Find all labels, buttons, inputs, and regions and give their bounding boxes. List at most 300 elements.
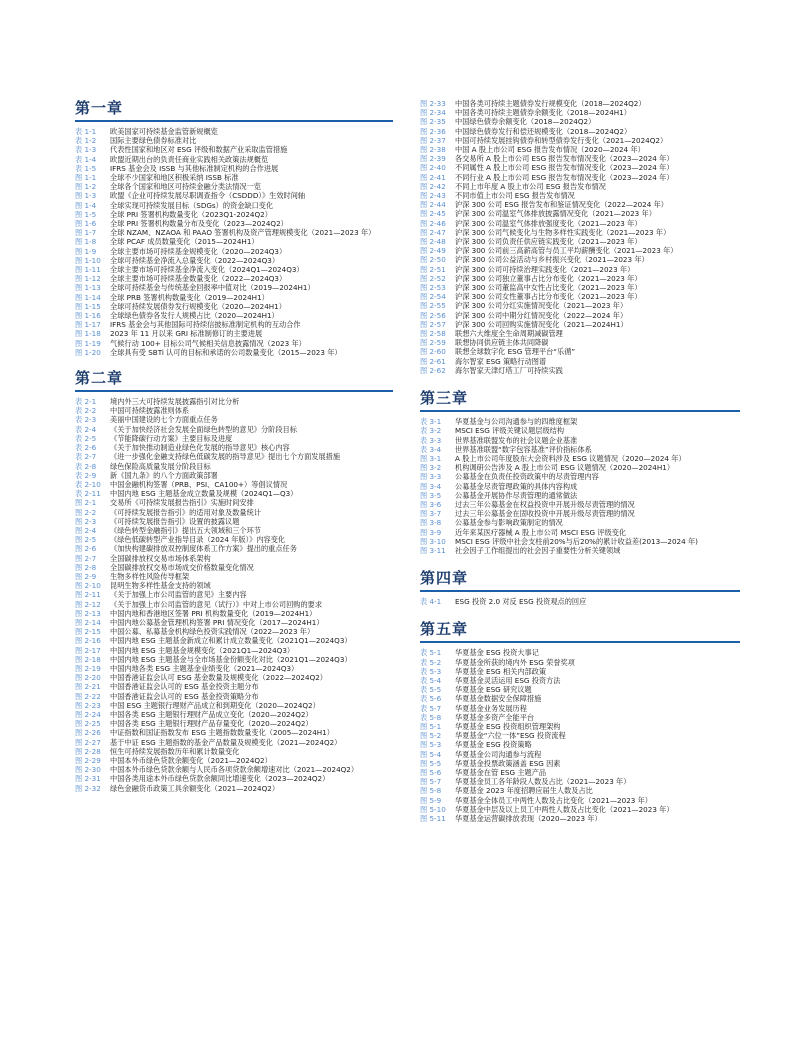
entry-number: 图 2-23 [75, 700, 101, 710]
toc-entry [420, 338, 740, 347]
entry-number: 表 2-4 [75, 424, 97, 434]
toc-entry [75, 600, 393, 609]
entry-number: 图 2-9 [75, 571, 97, 581]
entry-number: 图 1-8 [75, 237, 97, 247]
toc-entry [420, 472, 740, 481]
toc-entry [75, 535, 393, 544]
toc-entry [75, 397, 393, 406]
entry-number: 表 2-7 [75, 452, 97, 462]
entry-number: 表 2-5 [75, 433, 97, 443]
entry-title: 《可持续发展报告指引》的适用对象及数量统计 [110, 507, 261, 517]
toc-entry [75, 563, 393, 572]
entry-title: 中国各类可持续主题债券余额变化（2018—2024H1） [455, 108, 631, 118]
entry-number: 图 2-4 [75, 525, 97, 535]
entry-number: 图 2-34 [420, 108, 446, 118]
entry-title: 《可持续发展报告指引》设置的披露议题 [110, 516, 240, 526]
entry-list [420, 99, 740, 375]
entry-number: 图 5-1 [420, 721, 442, 731]
entry-number: 图 1-14 [75, 292, 101, 302]
toc-entry [75, 302, 393, 311]
toc-entry [420, 436, 740, 445]
entry-title: 全球不少国家和地区积极采纳 ISSB 标准 [110, 173, 239, 183]
toc-entry [420, 537, 740, 546]
entry-number: 表 1-3 [75, 145, 97, 155]
toc-entry [75, 471, 393, 480]
toc-entry [75, 692, 393, 701]
entry-title: 沪深 300 公司回购实施情况变化（2021—2024H1） [455, 319, 628, 329]
entry-list [75, 127, 393, 357]
entry-title: 中国绿色债券发行和偿还规模变化（2018—2024Q2） [455, 126, 632, 136]
entry-title: 中国公募、私募基金机构绿色投资实践情况（2022—2023 年） [110, 627, 315, 637]
toc-entry [420, 265, 740, 274]
entry-title: 沪深 300 公司分红实施情况变化（2021—2023 年） [455, 301, 628, 311]
chapter-title: 第二章 [75, 369, 393, 392]
entry-number: 图 5-6 [420, 767, 442, 777]
entry-title: 机构调研公告涉及 A 股上市公司 ESG 议题情况（2020—2024H1） [455, 463, 675, 473]
entry-title: 气候行动 100+ 目标公司气候相关信息披露情况（2023 年） [110, 338, 306, 348]
entry-number: 图 2-35 [420, 117, 446, 127]
toc-entry [420, 417, 740, 426]
entry-number: 图 5-4 [420, 749, 442, 759]
entry-number: 图 1-2 [75, 182, 97, 192]
entry-number: 图 1-5 [75, 209, 97, 219]
entry-title: 全球各个国家和地区可持续金融分类法情况一览 [110, 182, 261, 192]
toc-entry [75, 201, 393, 210]
toc-entry [75, 489, 393, 498]
toc-entry [420, 292, 740, 301]
chapter-section [420, 569, 740, 606]
toc-entry [75, 406, 393, 415]
entry-title: 欧美国家可持续基金监管新规概览 [110, 127, 218, 136]
toc-entry [75, 655, 393, 664]
toc-entry [420, 722, 740, 731]
entry-number: 图 2-48 [420, 237, 446, 247]
entry-title: 不同市值上市公司 ESG 报告发布情况 [455, 191, 575, 201]
chapter-title: 第四章 [420, 569, 740, 592]
entry-title: 中国可持续披露准则体系 [110, 406, 190, 416]
entry-number: 图 3-5 [420, 490, 442, 500]
entry-number: 图 2-55 [420, 301, 446, 311]
toc-entry [420, 518, 740, 527]
toc-entry [75, 508, 393, 517]
toc-entry [420, 329, 740, 338]
entry-title: 全球可持续基金与传统基金回报率中值对比（2019—2024H1） [110, 283, 315, 293]
entry-number: 图 2-57 [420, 319, 446, 329]
toc-entry [420, 347, 740, 356]
entry-title: 中国各类 ESG 主题银行理财产品成立变化（2020—2024Q2） [110, 709, 313, 719]
entry-title: 中国绿色债券余额变化（2018—2024Q2） [455, 117, 596, 127]
toc-entry [420, 676, 740, 685]
toc-entry [75, 572, 393, 581]
entry-title: 全球主要市场可持续基金规模变化（2020—2024Q3） [110, 246, 287, 256]
toc-entry [75, 747, 393, 756]
entry-number: 图 1-4 [75, 200, 97, 210]
entry-title: 中国 A 股上市公司 ESG 报告发布情况（2020—2024 年） [455, 145, 645, 155]
entry-title: 华夏基金运营碳排放表现（2020—2023 年） [455, 814, 602, 823]
toc-entry [75, 544, 393, 553]
toc-entry [420, 463, 740, 472]
toc-entry [75, 728, 393, 737]
chapter-title: 第五章 [420, 620, 740, 643]
entry-title: 不同行业 A 股上市公司 ESG 报告发布情况变化（2023—2024 年） [455, 172, 674, 182]
entry-title: 社会因子工作组提出的社会因子重要性分析关键领域 [455, 545, 621, 555]
toc-entry [420, 796, 740, 805]
toc-entry [75, 339, 393, 348]
toc-entry [420, 163, 740, 172]
entry-number: 图 2-20 [75, 673, 101, 683]
entry-number: 表 3-1 [420, 417, 442, 427]
entry-list [420, 417, 740, 555]
entry-title: 境内外三大可持续发展披露指引对比分析 [110, 397, 240, 407]
toc-entry [420, 814, 740, 823]
toc-entry [420, 311, 740, 320]
entry-number: 图 2-59 [420, 338, 446, 348]
toc-entry [75, 329, 393, 338]
entry-number: 表 2-9 [75, 470, 97, 480]
toc-entry [420, 685, 740, 694]
toc-entry [75, 443, 393, 452]
entry-number: 表 5-4 [420, 675, 442, 685]
entry-number: 表 5-6 [420, 694, 442, 704]
entry-number: 图 5-11 [420, 814, 446, 823]
entry-title: 沪深 300 公司温室气体排放强度变化（2021—2023 年） [455, 218, 642, 228]
entry-title: 华夏基金员工各年龄段人数及占比（2021—2023 年） [455, 777, 631, 787]
entry-title: 《绿色低碳转型产业指导目录（2024 年版）》内容变化 [110, 535, 286, 545]
entry-number: 表 5-3 [420, 666, 442, 676]
entry-number: 图 1-11 [75, 265, 101, 275]
entry-number: 图 1-13 [75, 283, 101, 293]
toc-entry [420, 759, 740, 768]
entry-title: 《加快构建碳排放双控制度体系工作方案》提出的重点任务 [110, 544, 297, 554]
entry-number: 图 2-6 [75, 544, 97, 554]
toc-entry [420, 255, 740, 264]
toc-entry [420, 228, 740, 237]
entry-title: 联想全球数字化 ESG 管理平台“乐循” [455, 347, 576, 357]
toc-entry [75, 219, 393, 228]
entry-number: 图 2-49 [420, 246, 446, 256]
entry-number: 图 3-2 [420, 463, 442, 473]
entry-number: 图 2-61 [420, 356, 446, 366]
entry-title: 全球绿色债券各发行人规模占比（2020—2024H1） [110, 311, 279, 321]
entry-number: 图 2-52 [420, 273, 446, 283]
entry-number: 图 2-7 [75, 553, 97, 563]
toc-entry [75, 311, 393, 320]
chapter-section [420, 99, 740, 375]
entry-number: 图 2-50 [420, 255, 446, 265]
entry-title: 华夏基金 2023 年度招聘应届生人数及占比 [455, 786, 593, 796]
entry-number: 图 2-43 [420, 191, 446, 201]
toc-entry [420, 786, 740, 795]
entry-number: 图 2-47 [420, 227, 446, 237]
entry-number: 图 1-17 [75, 320, 101, 330]
entry-title: 公募基金参与影响政策制定的情况 [455, 518, 563, 528]
entry-title: 绿色保险高质量发展分阶段目标 [110, 461, 211, 471]
entry-list [420, 597, 740, 606]
entry-number: 图 1-3 [75, 191, 97, 201]
toc-entry [420, 482, 740, 491]
entry-title: 中国金融机构签署（PRB、PSI、CA100+）等倡议情况 [110, 479, 288, 489]
toc-entry [420, 426, 740, 435]
toc-left-column [75, 99, 393, 797]
entry-number: 图 2-5 [75, 535, 97, 545]
entry-title: 近年来某医疗器械 A 股上市公司 MSCI ESG 评级变化 [455, 527, 627, 537]
entry-title: 2023 年 11 月以来 GRI 标准制修订的主要进展 [110, 329, 263, 339]
entry-title: 欧盟近期出台的负责任商业实践相关政策法规概览 [110, 154, 269, 164]
toc-entry [420, 500, 740, 509]
toc-entry [75, 265, 393, 274]
entry-title: 华夏基金在管 ESG 主题产品 [455, 767, 547, 777]
entry-number: 表 1-1 [75, 127, 97, 136]
entry-title: 中国内地各类 ESG 主题基金业绩变化（2021—2024Q3） [110, 663, 299, 673]
entry-number: 表 2-1 [75, 397, 97, 407]
entry-number: 图 3-6 [420, 499, 442, 509]
toc-entry [75, 274, 393, 283]
entry-number: 图 2-53 [420, 283, 446, 293]
entry-number: 图 1-15 [75, 301, 101, 311]
toc-right-column [420, 99, 740, 827]
entry-number: 表 3-2 [420, 426, 442, 436]
toc-entry [420, 301, 740, 310]
entry-title: 中国香港证监会认可的 ESG 基金投资策略分布 [110, 691, 259, 701]
toc-entry [420, 491, 740, 500]
toc-entry [75, 155, 393, 164]
entry-title: 华夏基金 ESG 相关内部政策 [455, 666, 547, 676]
entry-number: 图 2-41 [420, 172, 446, 182]
entry-number: 图 2-10 [75, 581, 101, 591]
entry-number: 图 2-15 [75, 627, 101, 637]
toc-entry [420, 768, 740, 777]
entry-title: 海尔智家 ESG 策略行动图谱 [455, 356, 547, 366]
entry-title: 华夏基金 ESG 研究议题 [455, 685, 532, 695]
entry-title: 沪深 300 公司独立董事占比分布变化（2021—2023 年） [455, 273, 642, 283]
entry-number: 图 2-8 [75, 562, 97, 572]
entry-number: 图 1-7 [75, 228, 97, 238]
toc-entry [420, 191, 740, 200]
entry-number: 图 2-31 [75, 774, 101, 784]
entry-title: 恒生可持续发展指数历年和累计数量变化 [110, 746, 240, 756]
entry-number: 图 5-9 [420, 795, 442, 805]
entry-number: 图 2-25 [75, 719, 101, 729]
entry-title: 中国可持续发展挂钩债券和转型债券发行变化（2021—2024Q2） [455, 135, 668, 145]
entry-title: MSCI ESG 评级中社会支柱前20%与后20%的累计收益差(2013—2024 年) [455, 536, 698, 546]
entry-title: 全球主要市场可持续基金净流入变化（2024Q1—2024Q3） [110, 265, 304, 275]
entry-number: 表 3-4 [420, 444, 442, 454]
entry-title: 中国内地公募基金管理机构签署 PRI 情况变化（2017—2024H1） [110, 617, 324, 627]
toc-entry [75, 191, 393, 200]
entry-number: 图 1-20 [75, 347, 101, 357]
entry-number: 图 1-16 [75, 311, 101, 321]
entry-title: 中国 ESG 主题银行理财产品成立和到期变化（2020—2024Q2） [110, 700, 320, 710]
entry-number: 图 3-3 [420, 472, 442, 482]
entry-title: 欧盟《企业可持续发展尽职调查指令（CSDDD）》生效时间轴 [110, 191, 306, 201]
toc-entry [420, 127, 740, 136]
entry-title: 沪深 300 公司女性董事占比分布变化（2021—2023 年） [455, 292, 642, 302]
toc-entry [75, 293, 393, 302]
toc-entry [420, 648, 740, 657]
toc-entry [75, 415, 393, 424]
toc-entry [75, 425, 393, 434]
entry-title: 联想六大维度全生命周期减碳管理 [455, 329, 563, 339]
entry-title: 中国内地和香港地区签署 PRI 机构数量变化（2019—2024H1） [110, 608, 317, 618]
entry-number: 图 2-17 [75, 645, 101, 655]
entry-number: 图 5-8 [420, 786, 442, 796]
entry-title: IFRS 基金会与其他国际可持续信披标准制定机构的互动合作 [110, 320, 301, 330]
entry-title: 《关于加快推动制造业绿色化发展的指导意见》核心内容 [110, 443, 290, 453]
entry-title: 沪深 300 公司负责任供应链实践变化（2021—2023 年） [455, 237, 642, 247]
entry-title: 全球 PRI 签署机构数量分布及变化（2023—2024Q2） [110, 219, 288, 229]
entry-number: 表 5-2 [420, 657, 442, 667]
entry-number: 图 2-19 [75, 663, 101, 673]
entry-title: 《关于加强上市公司监管的意见（试行）》中对上市公司回购的要求 [110, 599, 323, 609]
entry-number: 图 2-26 [75, 728, 101, 738]
entry-title: 华夏基金全体员工中两性人数及占比变化（2021—2023 年） [455, 795, 652, 805]
entry-title: 全球 PCAF 成员数量变化（2015—2024H1） [110, 237, 259, 247]
toc-entry [420, 117, 740, 126]
toc-entry [75, 434, 393, 443]
toc-entry [420, 713, 740, 722]
entry-title: 华夏基金业务发展历程 [455, 703, 527, 713]
entry-number: 表 2-10 [75, 479, 101, 489]
entry-title: 国际主要绿色债券标准对比 [110, 136, 197, 146]
toc-entry [420, 320, 740, 329]
entry-title: 世界基准联盟“数字包容基准”评价指标体系 [455, 444, 592, 454]
entry-number: 图 2-62 [420, 365, 446, 375]
toc-entry [420, 694, 740, 703]
entry-number: 图 2-56 [420, 310, 446, 320]
toc-entry [75, 646, 393, 655]
toc-entry [75, 590, 393, 599]
toc-entry [420, 182, 740, 191]
entry-number: 图 2-14 [75, 617, 101, 627]
toc-entry [420, 145, 740, 154]
entry-number: 图 3-7 [420, 509, 442, 519]
entry-title: 沪深 300 公司气候变化与生物多样性实践变化（2021—2023 年） [455, 227, 671, 237]
entry-title: 全球具有受 SBTi 认可的目标和承诺的公司数量变化（2015—2023 年） [110, 347, 342, 357]
chapter-title: 第一章 [75, 99, 393, 122]
entry-number: 图 2-29 [75, 756, 101, 765]
entry-number: 图 2-58 [420, 329, 446, 339]
entry-number: 图 2-32 [75, 783, 101, 793]
entry-number: 图 2-44 [420, 200, 446, 210]
entry-number: 图 2-3 [75, 516, 97, 526]
entry-title: 沪深 300 公司可持续治理实践变化（2021—2023 年） [455, 264, 635, 274]
entry-number: 图 2-60 [420, 347, 446, 357]
entry-title: 全球 PRB 签署机构数量变化（2019—2024H1） [110, 292, 269, 302]
entry-title: 华夏基金公司沟通参与流程 [455, 749, 542, 759]
entry-number: 图 5-10 [420, 804, 446, 814]
entry-number: 图 2-54 [420, 292, 446, 302]
entry-number: 图 1-6 [75, 219, 97, 229]
entry-title: 基于中证 ESG 主题指数的基金产品数量及规模变化（2021—2024Q2） [110, 737, 342, 747]
entry-number: 表 1-2 [75, 136, 97, 146]
toc-entry [75, 627, 393, 636]
toc-entry [75, 452, 393, 461]
chapter-title: 第三章 [420, 389, 740, 412]
toc-entry [420, 357, 740, 366]
toc-entry [420, 173, 740, 182]
entry-title: 公募基金开展协作尽责管理的通常做法 [455, 490, 578, 500]
entry-title: 过去三年公募基金在权益投资中开展升级尽责管理的情况 [455, 499, 635, 509]
toc-entry [75, 710, 393, 719]
toc-entry [75, 228, 393, 237]
toc-entry [420, 546, 740, 555]
toc-entry [420, 200, 740, 209]
toc-entry [420, 108, 740, 117]
entry-number: 图 2-40 [420, 163, 446, 173]
entry-title: 不同属性 A 股上市公司 ESG 报告发布情况变化（2023—2024 年） [455, 163, 674, 173]
toc-entry [75, 719, 393, 728]
entry-number: 图 2-46 [420, 218, 446, 228]
entry-number: 图 2-1 [75, 498, 97, 508]
toc-entry [75, 636, 393, 645]
entry-number: 图 2-11 [75, 590, 101, 600]
entry-title: 华夏基金数据安全保障措施 [455, 694, 542, 704]
entry-number: 图 2-27 [75, 737, 101, 747]
toc-entry [420, 445, 740, 454]
entry-title: 《节能降碳行动方案》主要目标及进度 [110, 433, 233, 443]
entry-number: 图 2-39 [420, 154, 446, 164]
toc-entry [420, 731, 740, 740]
toc-entry [75, 498, 393, 507]
toc-entry [75, 526, 393, 535]
entry-number: 图 2-45 [420, 209, 446, 219]
toc-entry [75, 554, 393, 563]
entry-number: 图 1-10 [75, 255, 101, 265]
entry-title: 沪深 300 公司董监高中女性占比变化（2021—2023 年） [455, 283, 642, 293]
entry-title: 新《国九条》的八个方面政策部署 [110, 470, 218, 480]
toc-entry [75, 127, 393, 136]
toc-entry [420, 246, 740, 255]
entry-title: 全球实现可持续发展目标（SDGs）的资金缺口变化 [110, 200, 274, 210]
entry-title: 全球可持续发展债券发行规模变化（2020—2024H1） [110, 301, 286, 311]
entry-number: 图 3-4 [420, 481, 442, 491]
toc-entry [75, 173, 393, 182]
entry-number: 图 1-9 [75, 246, 97, 256]
entry-title: 沪深 300 公司 ESG 报告发布和鉴证情况变化（2022—2024 年） [455, 200, 668, 210]
entry-title: MSCI ESG 评级关键议题层级结构 [455, 426, 565, 436]
entry-title: 中国内地 ESG 主题基金与全市场基金份额变化对比（2021Q1—2024Q3） [110, 654, 352, 664]
entry-number: 图 2-28 [75, 746, 101, 756]
entry-number: 图 1-18 [75, 329, 101, 339]
entry-title: 中国香港证监会认可的 ESG 基金投资主题分布 [110, 682, 259, 692]
toc-entry [75, 136, 393, 145]
entry-number: 图 2-18 [75, 654, 101, 664]
chapter-section [420, 389, 740, 555]
toc-entry [75, 609, 393, 618]
entry-number: 表 5-7 [420, 703, 442, 713]
entry-title: 代表性国家和地区对 ESG 评级和数据产业采取监管措施 [110, 145, 288, 155]
toc-entry [75, 210, 393, 219]
entry-title: 《进一步强化金融支持绿色低碳发展的指导意见》提出七个方面发展措施 [110, 452, 341, 462]
entry-title: 中国本外币绿色贷款余额变化（2021—2024Q2） [110, 756, 272, 765]
toc-entry [420, 805, 740, 814]
entry-title: 《关于加强上市公司监管的意见》主要内容 [110, 590, 247, 600]
entry-title: 联想协同供应链主体共同降碳 [455, 338, 549, 348]
entry-number: 表 2-2 [75, 406, 97, 416]
entry-number: 表 4-1 [420, 597, 442, 607]
entry-number: 图 2-42 [420, 181, 446, 191]
entry-title: 华夏基金所获的境内外 ESG 荣誉奖项 [455, 657, 575, 667]
entry-title: 华夏基金“六位一体”ESG 投资流程 [455, 731, 566, 741]
entry-list [420, 648, 740, 823]
toc-entry [75, 618, 393, 627]
entry-title: 华夏基金中层及以上员工中两性人数及占比变化（2021—2023 年） [455, 804, 674, 814]
entry-number: 图 2-30 [75, 765, 101, 775]
entry-title: ESG 投资 2.0 对反 ESG 投资观点的回应 [455, 597, 587, 607]
toc-entry [420, 740, 740, 749]
entry-number: 图 1-19 [75, 338, 101, 348]
entry-number: 表 2-8 [75, 461, 97, 471]
